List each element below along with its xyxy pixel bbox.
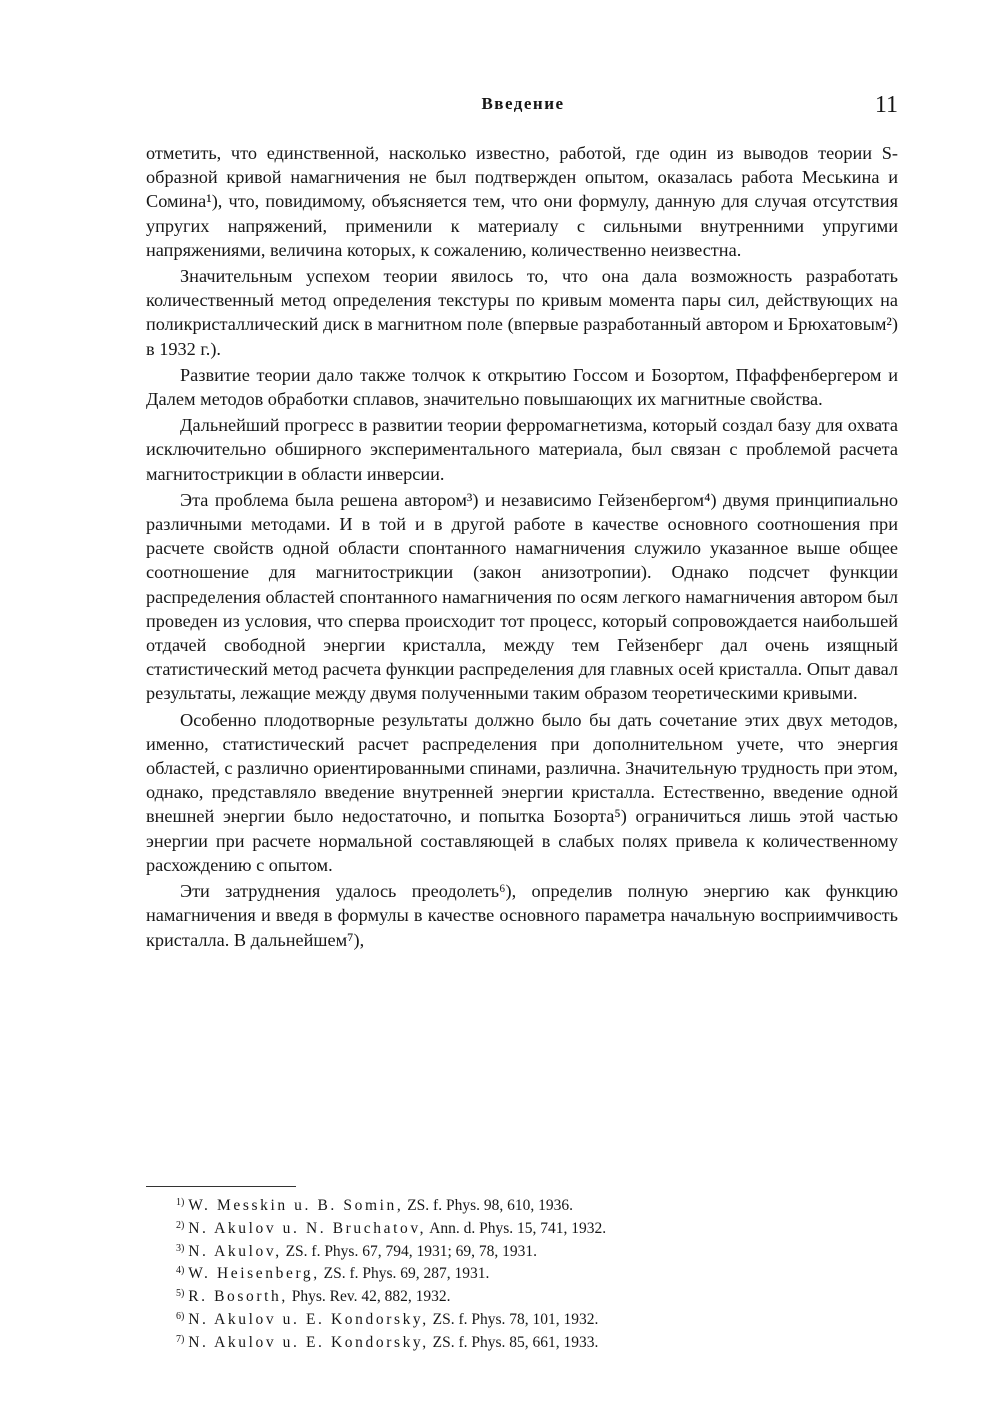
page-title: Введение xyxy=(481,94,565,113)
footnote-mark: 7) xyxy=(176,1333,185,1345)
paragraph: Значительным успехом теории явилось то, что она дала возможность разработать количественный метод определения текстуры по кривым момента пары сил, действующих на поликристаллический диск в магнитном поле (впервые разработанный автором и Брюхатовым²) в 1932 г.). xyxy=(146,266,898,359)
footnote-mark: 4) xyxy=(176,1265,185,1277)
footnote-mark: 3) xyxy=(176,1242,185,1254)
footnote-authors: N. Akulov u. N. Bruchatov, xyxy=(188,1219,427,1237)
footnote xyxy=(176,1239,876,1262)
footnote-mark: 2) xyxy=(176,1219,185,1231)
footnote-authors: W. Messkin u. B. Somin, xyxy=(188,1197,404,1214)
body-text xyxy=(146,141,898,954)
footnote xyxy=(176,1284,876,1307)
footnote-reference: ZS. f. Phys. 67, 794, 1931; 69, 78, 1931. xyxy=(285,1242,538,1260)
paragraph: Развитие теории дало также толчок к открытию Госсом и Бозортом, Пфаффенбергером и Далем методов обработки сплавов, значительно повышающих их магнитные свойства. xyxy=(146,364,898,410)
footnote-authors: R. Bosorth, xyxy=(188,1288,288,1306)
footnote-reference: ZS. f. Phys. 98, 610, 1936. xyxy=(407,1197,573,1214)
page-number: 11 xyxy=(874,92,898,118)
footnote-mark: 6) xyxy=(176,1310,185,1322)
running-head xyxy=(146,94,900,122)
paragraph: Особенно плодотворные результаты должно было бы дать сочетание этих двух методов, именно, статистический расчет распределения при дополнительном учете, что энергия областей, с различно ориентированными спинами, различна. Значительную трудность при этом, однако, представляло введение внутренней энергии кристалла. Естественно, введение одной внешней энергии было недостаточно, и попытка Бозорта⁵) ограничиться лишь этой частью энергии при расчете нормальной составляющей в слабых полях привела к количественному расхождению с опытом. xyxy=(146,709,898,875)
footnote-authors: W. Heisenberg, xyxy=(188,1265,320,1283)
footnote xyxy=(176,1193,876,1216)
paragraph: отметить, что единственной, насколько известно, работой, где один из выводов теории S-образной кривой намагничения не был подтвержден опытом, оказалась работа Меськина и Сомина¹), что, повидимому, объясняется тем, что они формулу, данную для случая отсутствия упругих напряжений, применили к материалу с сильными внутренними упругими напряжениями, величина которых, к сожалению, количественно неизвестна. xyxy=(146,143,898,260)
footnotes xyxy=(176,1193,876,1353)
paragraph: Дальнейший прогресс в развитии теории ферромагнетизма, который создал базу для охвата исключительно обширного экспериментального материала, был связан с проблемой расчета магнитострикции в области инверсии. xyxy=(146,415,898,484)
paragraph: Эта проблема была решена автором³) и независимо Гейзенбергом⁴) двумя принципиально различными методами. И в той и в другой работе в качестве основного соотношения при расчете свойств одной области спонтанного намагничения служило указанное выше общее соотношение для магнитострикции (закон анизотропии). Однако подсчет функции распределения областей спонтанного намагничения по осям легкого намагничения автором был проведен из условия, что сперва происходит тот процесс, который сопровождается наибольшей отдачей свободной энергии кристалла, между тем Гейзенберг дал очень изящный статистический метод расчета функции распределения для главных осей кристалла. Опыт давал результаты, лежащие между двумя полученными таким образом теоретическими кривыми. xyxy=(146,489,898,704)
footnote-mark: 1) xyxy=(176,1197,185,1208)
footnote-reference: Ann. d. Phys. 15, 741, 1932. xyxy=(429,1219,607,1237)
footnote-reference: ZS. f. Phys. 85, 661, 1933. xyxy=(432,1333,599,1351)
footnote xyxy=(176,1261,876,1284)
footnote-reference: ZS. f. Phys. 78, 101, 1932. xyxy=(432,1310,599,1328)
footnote xyxy=(176,1330,876,1353)
footnote xyxy=(176,1216,876,1239)
footnote-mark: 5) xyxy=(176,1288,185,1300)
paragraph: Эти затруднения удалось преодолеть⁶), определив полную энергию как функцию намагничения и введя в формулы в качестве основного параметра начальную восприимчивость кристалла. В дальнейшем⁷), xyxy=(146,881,898,950)
footnote xyxy=(176,1307,876,1330)
footnote-authors: N. Akulov u. E. Kondorsky, xyxy=(188,1333,429,1351)
footnote-reference: ZS. f. Phys. 69, 287, 1931. xyxy=(323,1265,490,1283)
footnote-authors: N. Akulov u. E. Kondorsky, xyxy=(188,1310,429,1328)
footnote-authors: N. Akulov, xyxy=(188,1242,282,1260)
footnote-reference: Phys. Rev. 42, 882, 1932. xyxy=(291,1288,451,1306)
footnote-divider xyxy=(146,1186,296,1187)
